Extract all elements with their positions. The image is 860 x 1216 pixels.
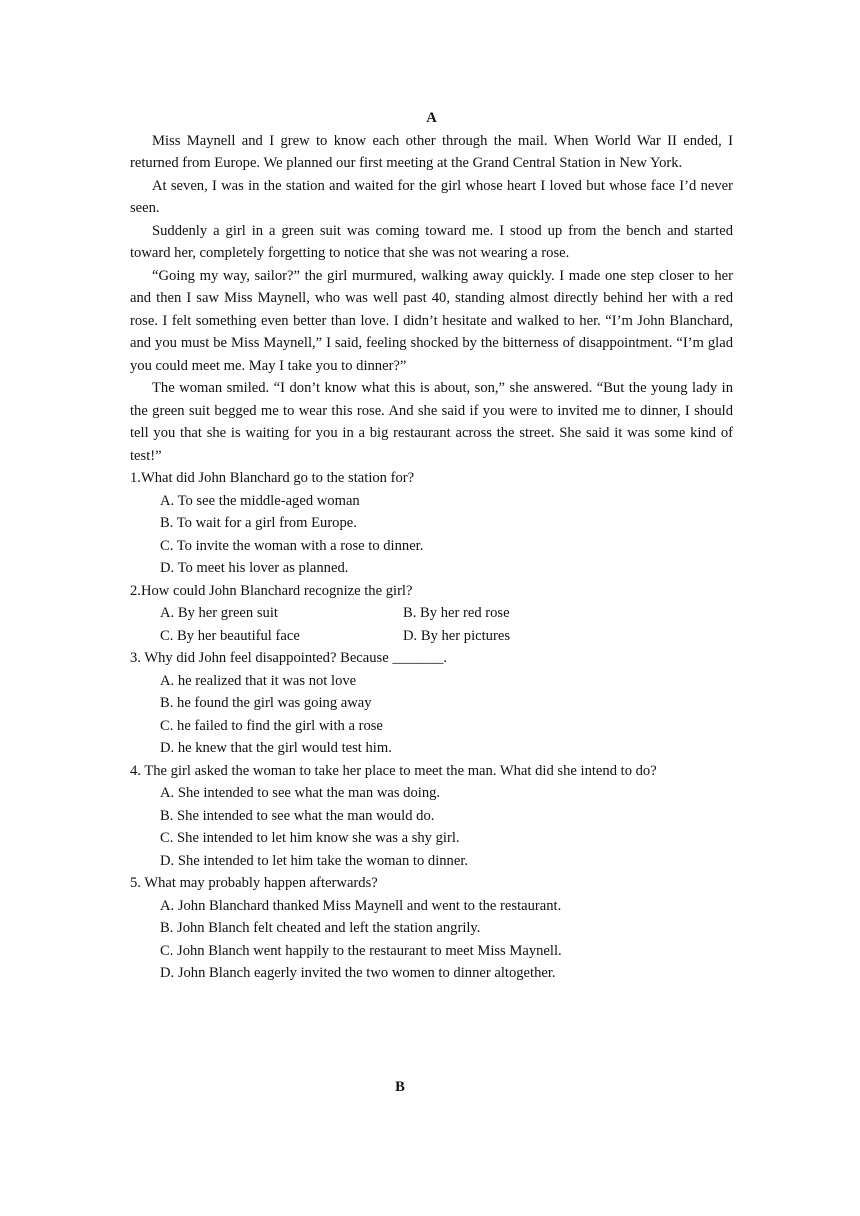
answer-option: A. By her green suit bbox=[160, 605, 278, 621]
passage-paragraph: “Going my way, sailor?” the girl murmured, walking away quickly. I made one step closer to her and then I saw Miss Maynell, who was well past 40, standing almost directly behind her with a red rose. I felt something even better than love. I didn’t hesitate and walked to her. “I’m John Blanchard, and you must be Miss Maynell,” I said, feeling shocked by the bitterness of disappointment. “I’m glad you could meet me. May I take you to dinner?” bbox=[130, 267, 733, 374]
answer-option: B. John Blanch felt cheated and left the station angrily. bbox=[160, 920, 481, 936]
answer-option-row bbox=[130, 625, 733, 648]
passage-paragraph: Suddenly a girl in a green suit was coming toward me. I stood up from the bench and started toward her, completely forgetting to notice that she was not wearing a rose. bbox=[130, 222, 733, 261]
answer-option-row bbox=[130, 602, 733, 625]
section-a-title: A bbox=[426, 110, 437, 126]
reading-content bbox=[130, 107, 733, 985]
answer-option: A. To see the middle-aged woman bbox=[160, 492, 360, 509]
question-5 bbox=[130, 872, 733, 985]
answer-option: C. John Blanch went happily to the restaurant to meet Miss Maynell. bbox=[160, 942, 562, 959]
question-1 bbox=[130, 467, 733, 580]
answer-option: D. She intended to let him take the woman to dinner. bbox=[160, 852, 469, 869]
answer-option: A. John Blanchard thanked Miss Maynell and went to the restaurant. bbox=[160, 897, 562, 914]
answer-option: C. She intended to let him know she was a shy girl. bbox=[160, 830, 460, 846]
answer-option: B. She intended to see what the man would do. bbox=[160, 807, 435, 824]
passage-paragraph: Miss Maynell and I grew to know each other through the mail. When World War II ended, I returned from Europe. We planned our first meeting at the Grand Central Station in New York. bbox=[130, 132, 733, 171]
answer-option: C. To invite the woman with a rose to dinner. bbox=[160, 537, 424, 554]
question-4 bbox=[130, 760, 733, 873]
answer-option: D. he knew that the girl would test him. bbox=[160, 740, 392, 756]
question-stem: 3. Why did John feel disappointed? Because _______. bbox=[130, 650, 448, 666]
question-stem: 4. The girl asked the woman to take her place to meet the man. What did she intend to do? bbox=[130, 762, 657, 779]
question-stem: 2.How could John Blanchard recognize the girl? bbox=[130, 582, 413, 599]
answer-option: D. By her pictures bbox=[403, 627, 510, 644]
answer-option: C. he failed to find the girl with a rose bbox=[160, 717, 383, 734]
question-3 bbox=[130, 647, 733, 760]
answer-option: D. To meet his lover as planned. bbox=[160, 560, 349, 576]
section-b-title: B bbox=[395, 1079, 405, 1095]
passage-paragraph: At seven, I was in the station and waited for the girl whose heart I loved but whose face I’d never seen. bbox=[130, 177, 733, 216]
answer-option: B. To wait for a girl from Europe. bbox=[160, 515, 357, 531]
answer-option: A. She intended to see what the man was doing. bbox=[160, 785, 441, 801]
question-2 bbox=[130, 580, 733, 648]
answer-option: B. he found the girl was going away bbox=[160, 695, 372, 711]
answer-option: A. he realized that it was not love bbox=[160, 672, 357, 689]
answer-option: C. By her beautiful face bbox=[160, 627, 300, 644]
question-stem: 5. What may probably happen afterwards? bbox=[130, 875, 378, 891]
answer-option: D. John Blanch eagerly invited the two women to dinner altogether. bbox=[160, 965, 556, 981]
answer-option: B. By her red rose bbox=[403, 605, 510, 621]
passage-paragraph: The woman smiled. “I don’t know what this is about, son,” she answered. “But the young lady in the green suit begged me to wear this rose. And she said if you were to invited me to dinner, I should tell you that she is waiting for you in a big restaurant across the street. She said it was some kind of test!” bbox=[130, 380, 733, 464]
question-stem: 1.What did John Blanchard go to the station for? bbox=[130, 470, 415, 486]
